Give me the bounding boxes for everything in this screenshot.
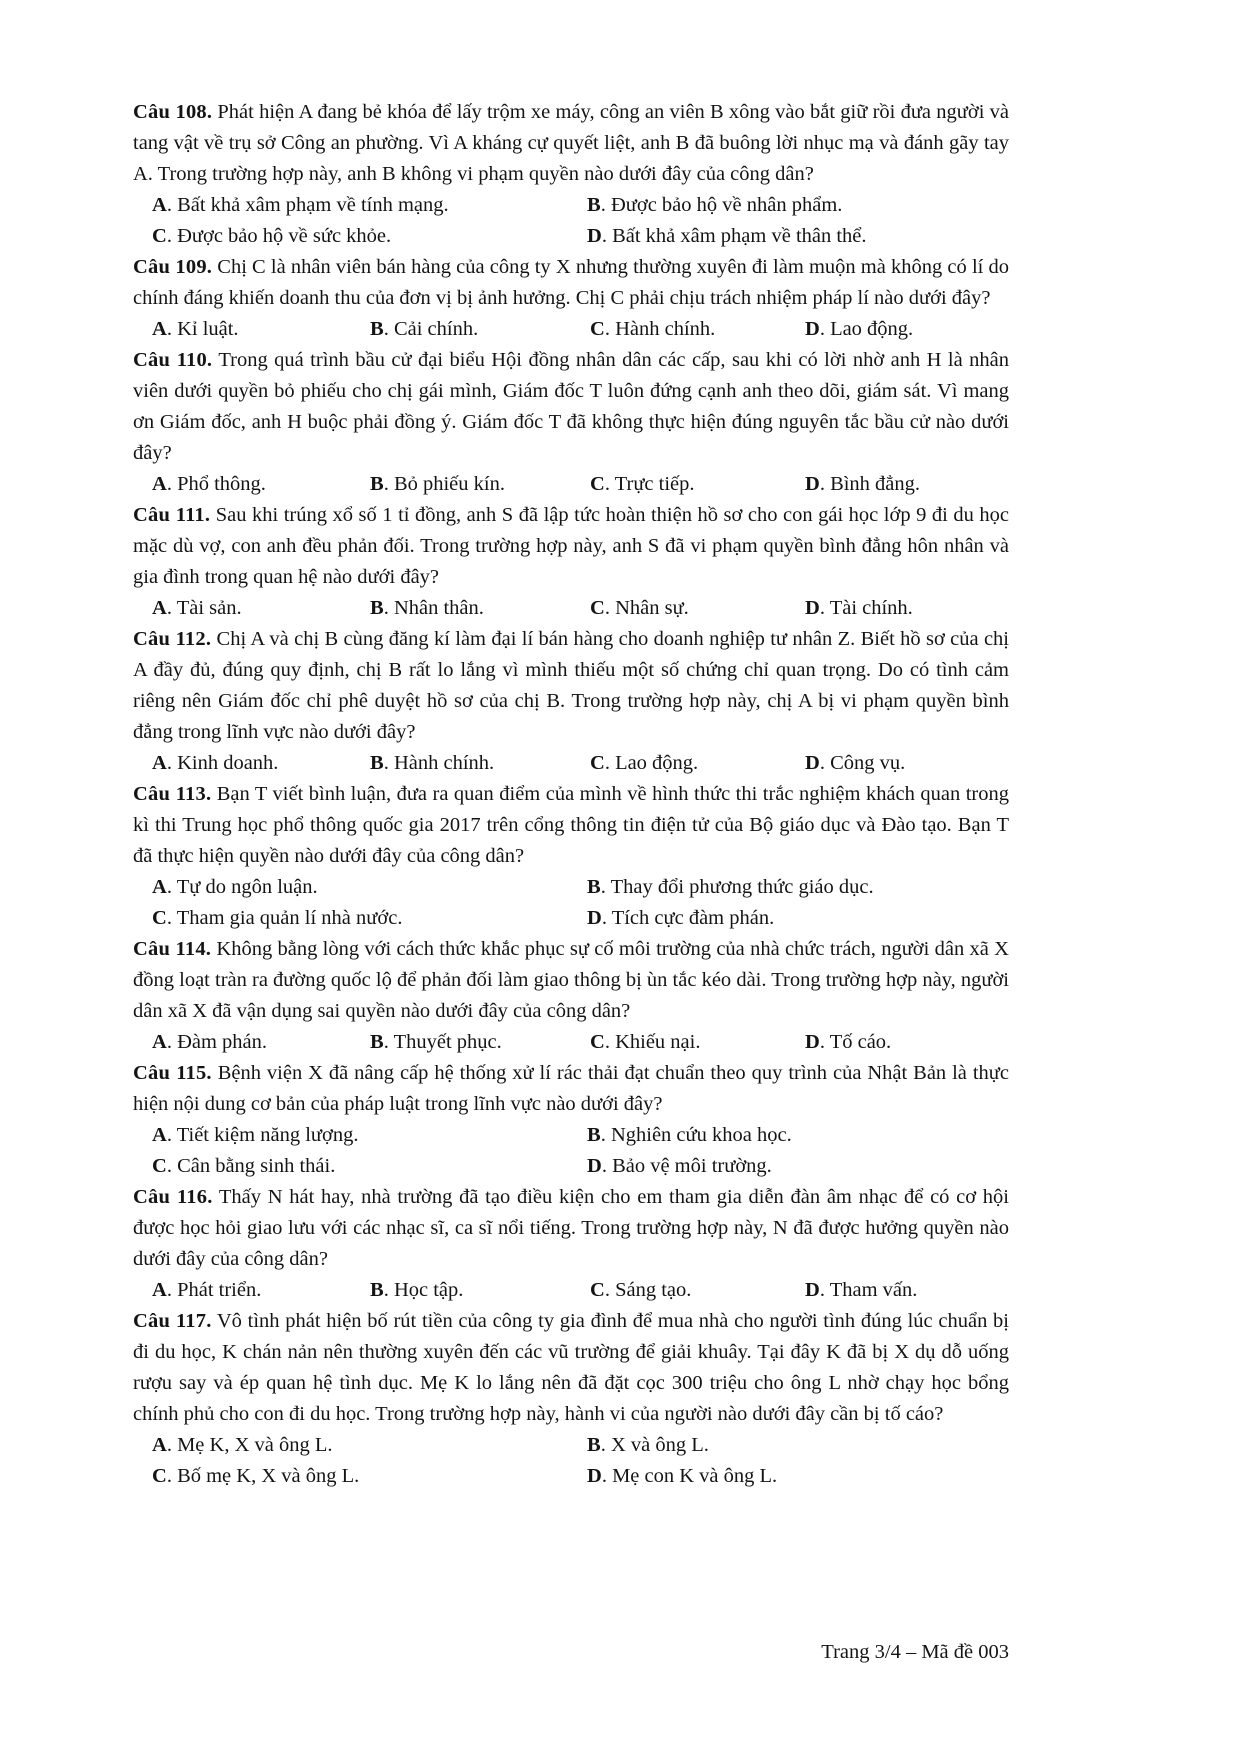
option-letter: C [590, 597, 605, 619]
question-text: Câu 116. Thấy N hát hay, nhà trường đã tạo điều kiện cho em tham gia diễn đàn âm nhạc để có cơ hội được học hỏi giao lưu với các nhạc sĩ, ca sĩ nổi tiếng. Trong trường hợp này, N đã được hưởng quyền nào dưới đây của công dân? [133, 1186, 1009, 1270]
question-number: Câu 117. [133, 1310, 212, 1332]
question-text: Câu 115. Bệnh viện X đã nâng cấp hệ thống xử lí rác thải đạt chuẩn theo quy trình của Nhật Bản là thực hiện nội dung cơ bản của pháp luật trong lĩnh vực nào dưới đây? [133, 1062, 1009, 1115]
options [133, 593, 1009, 624]
option-A: A. Tự do ngôn luận. [152, 876, 318, 898]
option-A: A. Bất khả xâm phạm về tính mạng. [152, 194, 449, 216]
option-letter: D [587, 1465, 602, 1487]
option-letter: B [587, 194, 601, 216]
option-D: D. Công vụ. [805, 752, 906, 774]
question-number: Câu 114. [133, 938, 212, 960]
question-116 [133, 1182, 1009, 1306]
option-letter: C [152, 1155, 167, 1177]
option-letter: D [587, 225, 602, 247]
option-C: C. Khiếu nại. [590, 1031, 701, 1053]
option-letter: D [805, 1279, 820, 1301]
option-A: A. Kỉ luật. [152, 318, 239, 340]
option-C: C. Lao động. [590, 752, 699, 774]
option-B: B. Cải chính. [370, 318, 479, 340]
option-A: A. Kinh doanh. [152, 752, 279, 774]
option-letter: D [805, 1031, 820, 1053]
option-letter: A [152, 1124, 167, 1146]
question-number: Câu 116. [133, 1186, 213, 1208]
option-D: D. Bất khả xâm phạm về thân thể. [587, 225, 867, 247]
question-number: Câu 112. [133, 628, 212, 650]
option-letter: B [370, 318, 384, 340]
option-letter: C [152, 907, 167, 929]
option-letter: A [152, 473, 167, 495]
options [133, 748, 1009, 779]
options [133, 1275, 1009, 1306]
option-letter: B [587, 1434, 601, 1456]
question-text: Câu 113. Bạn T viết bình luận, đưa ra quan điểm của mình về hình thức thi trắc nghiệm khách quan trong kì thi Trung học phổ thông quốc gia 2017 trên cổng thông tin điện tử của Bộ giáo dục và Đào tạo. Bạn T đã thực hiện quyền nào dưới đây của công dân? [133, 783, 1009, 867]
options [133, 469, 1009, 500]
option-letter: A [152, 318, 167, 340]
option-B: B. Thuyết phục. [370, 1031, 502, 1053]
option-C: C. Được bảo hộ về sức khỏe. [152, 225, 392, 247]
question-number: Câu 109. [133, 256, 213, 278]
options [133, 1027, 1009, 1058]
question-text: Câu 110. Trong quá trình bầu cử đại biểu Hội đồng nhân dân các cấp, sau khi có lời nhờ anh H là nhân viên dưới quyền bỏ phiếu cho chị gái mình, Giám đốc T luôn đứng cạnh anh theo dõi, giám sát. Vì mang ơn Giám đốc, anh H buộc phải đồng ý. Giám đốc T đã không thực hiện đúng nguyên tắc bầu cử nào dưới đây? [133, 349, 1009, 464]
option-letter: B [370, 473, 384, 495]
option-D: D. Lao động. [805, 318, 914, 340]
option-A: A. Tài sản. [152, 597, 242, 619]
option-B: B. Thay đổi phương thức giáo dục. [587, 876, 874, 898]
option-letter: D [587, 907, 602, 929]
question-number: Câu 108. [133, 101, 213, 123]
option-D: D. Bình đẳng. [805, 473, 921, 495]
option-D: D. Tố cáo. [805, 1031, 892, 1053]
option-A: A. Phổ thông. [152, 473, 266, 495]
option-letter: D [805, 318, 820, 340]
question-110 [133, 345, 1009, 500]
option-letter: C [590, 752, 605, 774]
option-letter: C [590, 318, 605, 340]
question-text: Câu 109. Chị C là nhân viên bán hàng của công ty X nhưng thường xuyên đi làm muộn mà không có lí do chính đáng khiến doanh thu của đơn vị bị ảnh hưởng. Chị C phải chịu trách nhiệm pháp lí nào dưới đây? [133, 256, 1010, 309]
option-letter: B [587, 876, 601, 898]
option-C: C. Nhân sự. [590, 597, 689, 619]
question-text: Câu 117. Vô tình phát hiện bố rút tiền của công ty gia đình để mua nhà cho người tình đúng lúc chuẩn bị đi du học, K chán nản nên thường xuyên đến các vũ trường để giải khuây. Tại đây K đã bị X dụ dỗ uống rượu say và ép quan hệ tình dục. Mẹ K lo lắng nên đã đặt cọc 300 triệu cho ông L nhờ chạy học bổng chính phủ cho con đi du học. Trong trường hợp này, hành vi của người nào dưới đây cần bị tố cáo? [133, 1310, 1009, 1425]
option-letter: C [152, 225, 167, 247]
page-footer [133, 1637, 1009, 1668]
option-letter: B [370, 1279, 384, 1301]
question-111 [133, 500, 1009, 624]
option-letter: C [590, 473, 605, 495]
option-D: D. Tham vấn. [805, 1279, 918, 1301]
question-number: Câu 113. [133, 783, 212, 805]
option-C: C. Bố mẹ K, X và ông L. [152, 1465, 360, 1487]
options [133, 190, 1009, 252]
question-list [133, 97, 1009, 1492]
option-A: A. Phát triển. [152, 1279, 262, 1301]
option-B: B. X và ông L. [587, 1434, 709, 1456]
option-B: B. Nhân thân. [370, 597, 484, 619]
option-A: A. Mẹ K, X và ông L. [152, 1434, 333, 1456]
question-number: Câu 111. [133, 504, 211, 526]
option-D: D. Bảo vệ môi trường. [587, 1155, 772, 1177]
option-letter: B [370, 1031, 384, 1053]
option-letter: C [152, 1465, 167, 1487]
question-text: Câu 111. Sau khi trúng xổ số 1 tỉ đồng, anh S đã lập tức hoàn thiện hồ sơ cho con gái học lớp 9 đi du học mặc dù vợ, con anh đều phản đối. Trong trường hợp này, anh S đã vi phạm quyền bình đẳng hôn nhân và gia đình trong quan hệ nào dưới đây? [133, 504, 1009, 588]
option-B: B. Hành chính. [370, 752, 495, 774]
option-B: B. Học tập. [370, 1279, 464, 1301]
option-C: C. Trực tiếp. [590, 473, 695, 495]
option-letter: B [370, 752, 384, 774]
option-C: C. Cân bằng sinh thái. [152, 1155, 336, 1177]
option-C: C. Hành chính. [590, 318, 716, 340]
option-letter: B [370, 597, 384, 619]
question-109 [133, 252, 1009, 345]
question-112 [133, 624, 1009, 779]
option-D: D. Tích cực đàm phán. [587, 907, 775, 929]
option-letter: C [590, 1031, 605, 1053]
option-letter: D [587, 1155, 602, 1177]
option-letter: A [152, 597, 167, 619]
option-C: C. Sáng tạo. [590, 1279, 692, 1301]
option-D: D. Tài chính. [805, 597, 913, 619]
question-114 [133, 934, 1009, 1058]
option-letter: A [152, 1434, 167, 1456]
question-text: Câu 108. Phát hiện A đang bẻ khóa để lấy trộm xe máy, công an viên B xông vào bắt giữ rồi đưa người và tang vật về trụ sở Công an phường. Vì A kháng cự quyết liệt, anh B đã buông lời nhục mạ và đánh gãy tay A. Trong trường hợp này, anh B không vi phạm quyền nào dưới đây của công dân? [133, 101, 1009, 185]
footer-text: Trang 3/4 – Mã đề 003 [821, 1641, 1009, 1663]
option-letter: B [587, 1124, 601, 1146]
option-letter: D [805, 597, 820, 619]
option-letter: D [805, 473, 820, 495]
option-A: A. Đàm phán. [152, 1031, 268, 1053]
option-B: B. Được bảo hộ về nhân phẩm. [587, 194, 843, 216]
option-B: B. Nghiên cứu khoa học. [587, 1124, 792, 1146]
option-letter: A [152, 194, 167, 216]
option-letter: A [152, 1279, 167, 1301]
options [133, 314, 1009, 345]
question-number: Câu 115. [133, 1062, 212, 1084]
option-C: C. Tham gia quản lí nhà nước. [152, 907, 403, 929]
options [133, 1430, 1009, 1492]
option-letter: A [152, 1031, 167, 1053]
options [133, 872, 1009, 934]
question-number: Câu 110. [133, 349, 213, 371]
option-letter: D [805, 752, 820, 774]
option-letter: A [152, 876, 167, 898]
option-letter: A [152, 752, 167, 774]
question-117 [133, 1306, 1009, 1492]
question-108 [133, 97, 1009, 252]
options [133, 1120, 1009, 1182]
question-text: Câu 114. Không bằng lòng với cách thức khắc phục sự cố môi trường của nhà chức trách, người dân xã X đồng loạt tràn ra đường quốc lộ để phản đối làm giao thông bị ùn tắc kéo dài. Trong trường hợp này, người dân xã X đã vận dụng sai quyền nào dưới đây của công dân? [133, 938, 1009, 1022]
option-letter: C [590, 1279, 605, 1301]
option-D: D. Mẹ con K và ông L. [587, 1465, 778, 1487]
option-A: A. Tiết kiệm năng lượng. [152, 1124, 359, 1146]
question-text: Câu 112. Chị A và chị B cùng đăng kí làm đại lí bán hàng cho doanh nghiệp tư nhân Z. Biết hồ sơ của chị A đầy đủ, đúng quy định, chị B rất lo lắng vì mình thiếu một số chứng chỉ quan trọng. Do có tình cảm riêng nên Giám đốc chỉ phê duyệt hồ sơ của chị B. Trong trường hợp này, chị A bị vi phạm quyền bình đẳng trong lĩnh vực nào dưới đây? [133, 628, 1009, 743]
question-115 [133, 1058, 1009, 1182]
question-113 [133, 779, 1009, 934]
option-B: B. Bỏ phiếu kín. [370, 473, 505, 495]
